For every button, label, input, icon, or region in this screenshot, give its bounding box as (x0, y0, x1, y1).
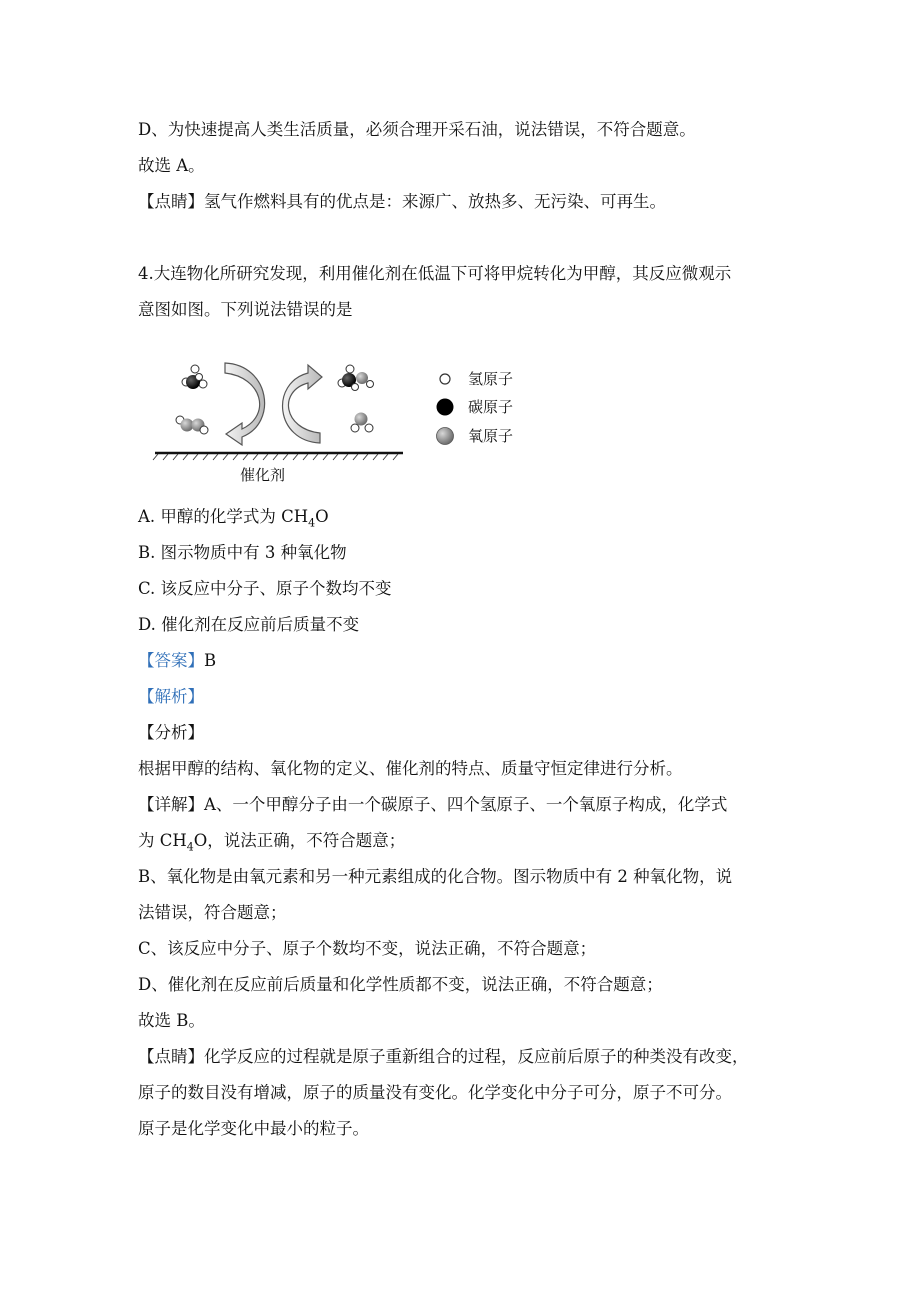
curved-arrow-up-icon (283, 365, 322, 443)
option-d: D. 催化剂在反应前后质量不变 (138, 615, 360, 634)
curved-arrow-down-icon (225, 363, 265, 445)
oxygen-molecule-icon (176, 416, 208, 434)
dianjing-line3: 原子是化学变化中最小的粒子。 (138, 1119, 369, 1138)
detail-tag: 【详解】 (138, 795, 204, 814)
detail-d: D、催化剂在反应前后质量和化学性质都不变，说法正确，不符合题意； (138, 975, 663, 994)
prev-choose: 故选 A。 (138, 156, 205, 175)
fenxi-text: 根据甲醇的结构、氧化物的定义、催化剂的特点、质量守恒定律进行分析。 (138, 759, 683, 778)
dianjing-text: 氢气作燃料具有的优点是：来源广、放热多、无污染、可再生。 (204, 192, 666, 211)
detail-b-line1: B、氧化物是由氧元素和另一种元素组成的化合物。图示物质中有 2 种氧化物，说 (138, 867, 733, 886)
answer-value: B (204, 651, 217, 670)
detail-c: C、该反应中分子、原子个数均不变，说法正确，不符合题意； (138, 939, 597, 958)
methane-molecule-icon (182, 365, 207, 389)
fenxi-tag: 【分析】 (138, 723, 204, 742)
option-a: A. 甲醇的化学式为 $CH_4O$ (138, 507, 329, 530)
catalyst-hatching (153, 454, 398, 460)
dianjing-line1: 【点睛】化学反应的过程就是原子重新组合的过程，反应前后原子的种类没有改变， (138, 1047, 749, 1066)
legend-oxygen-swatch (437, 428, 454, 445)
question-stem-line1: 4.大连物化所研究发现，利用催化剂在低温下可将甲烷转化为甲醇，其反应微观示 (138, 264, 732, 283)
dianjing-tag: 【点睛】 (138, 192, 204, 211)
prev-option-d-analysis: D、为快速提高人类生活质量，必须合理开采石油，说法错误，不符合题意。 (138, 120, 696, 139)
option-c: C. 该反应中分子、原子个数均不变 (138, 579, 392, 598)
dianjing-line2: 原子的数目没有增减，原子的质量没有变化。化学变化中分子可分，原子不可分。 (138, 1083, 732, 1102)
detail-b-line2: 法错误，符合题意； (138, 903, 287, 922)
prev-dianjing (138, 190, 666, 214)
choose-b: 故选 B。 (138, 1011, 205, 1030)
dianjing-tag: 【点睛】 (138, 1047, 204, 1066)
legend-hydrogen-swatch (440, 374, 450, 384)
answer-tag: 【答案】 (138, 651, 204, 670)
detail-a-line1: 【详解】A、一个甲醇分子由一个碳原子、四个氢原子、一个氧原子构成，化学式 (138, 795, 728, 814)
legend-oxygen-label: 氧原子 (468, 427, 514, 445)
water-molecule-icon (351, 413, 373, 433)
detail-a-line2: 为 $CH_4O$，说法正确，不符合题意； (138, 831, 406, 854)
legend-hydrogen-label: 氢原子 (468, 370, 514, 388)
jiexi-tag: 【解析】 (138, 687, 204, 706)
legend-carbon-label: 碳原子 (468, 398, 514, 416)
reaction-diagram (150, 355, 540, 495)
methanol-molecule-icon (338, 365, 374, 391)
legend-carbon-swatch (437, 399, 454, 416)
question-stem-line2: 意图如图。下列说法错误的是 (138, 300, 353, 319)
option-b: B. 图示物质中有 3 种氧化物 (138, 543, 347, 562)
catalyst-label: 催化剂 (240, 466, 286, 484)
answer-line (138, 649, 216, 673)
legend (437, 370, 514, 445)
